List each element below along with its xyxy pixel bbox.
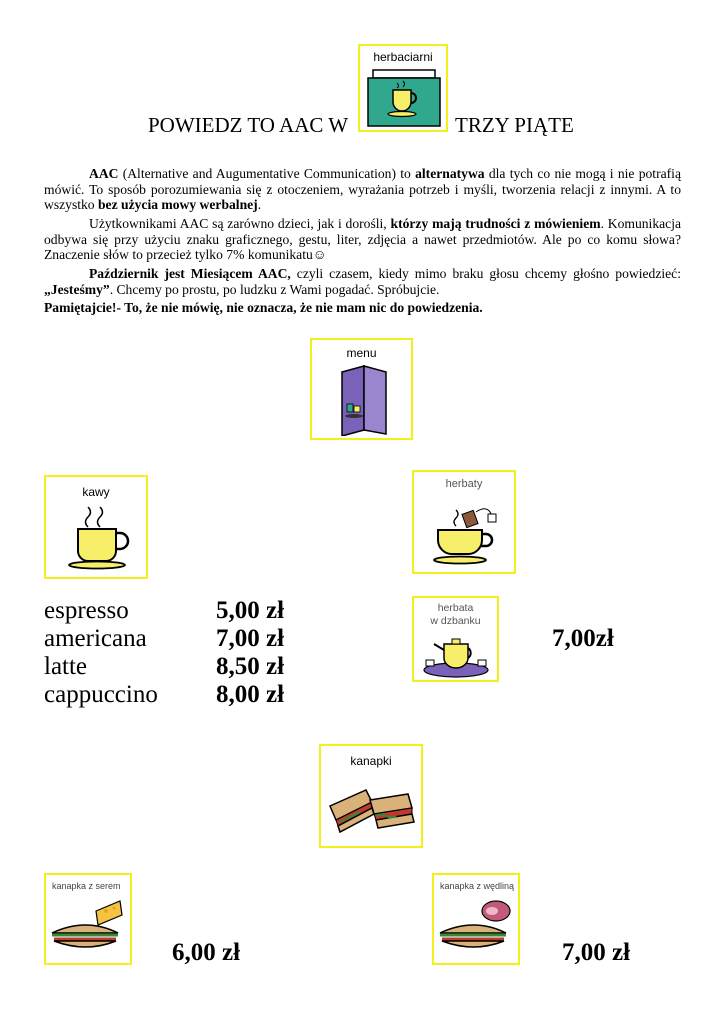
text-span: Użytkownikami AAC są zarówno dzieci, jak i dorośli, [89, 216, 391, 231]
bold-jestesmy: „Jesteśmy” [44, 281, 110, 297]
coffee-item: cappuccino [44, 681, 158, 708]
menu-icon [334, 364, 394, 436]
card-label: herbaty [445, 478, 483, 490]
card-label: kanapki [350, 754, 392, 768]
card-kanapka-z-serem [44, 873, 132, 965]
card-kawy [44, 475, 148, 579]
paragraph-october [44, 266, 681, 297]
tea-cup-icon [424, 498, 508, 570]
ham-sandwich-icon [436, 895, 516, 959]
coffee-price: 7,00 zł [216, 625, 285, 652]
text-span: . Chcemy po prostu, po ludzku z Wami pogadać. Spróbujcie. [109, 281, 440, 297]
coffee-item: espresso [44, 597, 129, 624]
card-label: herbaciarni [373, 50, 433, 64]
paragraph-aac-intro [44, 166, 681, 213]
card-label: kanapka z serem [52, 881, 121, 891]
card-herbaty [412, 470, 516, 574]
teapot-icon [420, 630, 492, 680]
text-span: . Komunikacja odbywa się przy użyciu znaku graficznego, gestu, liter, zdjęcia a nawet przedmiotów. Ale po co komu słowa? Znaczenie słów to przecież tylko 7% komunikatu☺ [44, 216, 682, 262]
card-label: kanapka z wędliną [440, 881, 515, 891]
sandwich-price-ser: 6,00 zł [172, 939, 241, 966]
coffee-item: latte [44, 653, 88, 680]
card-menu [310, 338, 413, 440]
coffee-item: americana [44, 625, 147, 652]
cheese-sandwich-icon [48, 895, 128, 959]
bold-trudnosci: którzy mają trudności z mówieniem [390, 216, 601, 231]
bold-bez-mowy: bez użycia mowy werbalnej [98, 197, 258, 212]
card-label: kawy [82, 485, 110, 499]
card-label: menu [346, 346, 377, 360]
bold-pamietajcie: Pamiętajcie!- To, że nie mówię, nie oznacza, że nie mam nic do powiedzenia. [44, 300, 483, 315]
text-span: (Alternative and Augumentative Communication) to [118, 166, 416, 181]
tea-price: 7,00zł [552, 625, 614, 652]
heading-right: TRZY PIĄTE [455, 113, 574, 137]
card-label: w dzbanku [430, 615, 481, 627]
teahouse-icon [365, 68, 443, 128]
aac-term: AAC [89, 166, 119, 181]
text-span: . [257, 197, 262, 212]
paragraph-remember [44, 300, 681, 316]
card-label: herbata [437, 602, 474, 614]
card-kanapki [319, 744, 423, 848]
text-span: czyli czasem, kiedy mimo braku głosu chcemy głośno powiedzieć: [290, 266, 681, 281]
sandwich-price-wedlina: 7,00 zł [562, 939, 631, 966]
coffee-price: 5,00 zł [216, 597, 285, 624]
paragraph-users [44, 216, 681, 263]
sandwiches-icon [326, 776, 418, 836]
text-span: dla tych co nie mogą i nie potrafią mówić. To sposób porozumiewania się z otoczeniem, wyrażania potrzeb i myśli, tworzenia relacji z innymi. A to wszystko [44, 166, 681, 212]
card-herbata-w-dzbanku [412, 596, 499, 682]
heading-left: POWIEDZ TO AAC W [148, 113, 349, 137]
card-herbaciarni [358, 44, 448, 132]
coffee-cup-icon [58, 503, 138, 573]
bold-pazdziernik: Październik jest Miesiącem AAC, [89, 266, 291, 281]
coffee-price: 8,50 zł [216, 653, 285, 680]
card-kanapka-z-wedlina [432, 873, 520, 965]
bold-alternatywa: alternatywa [415, 166, 485, 181]
coffee-price: 8,00 zł [216, 681, 285, 708]
